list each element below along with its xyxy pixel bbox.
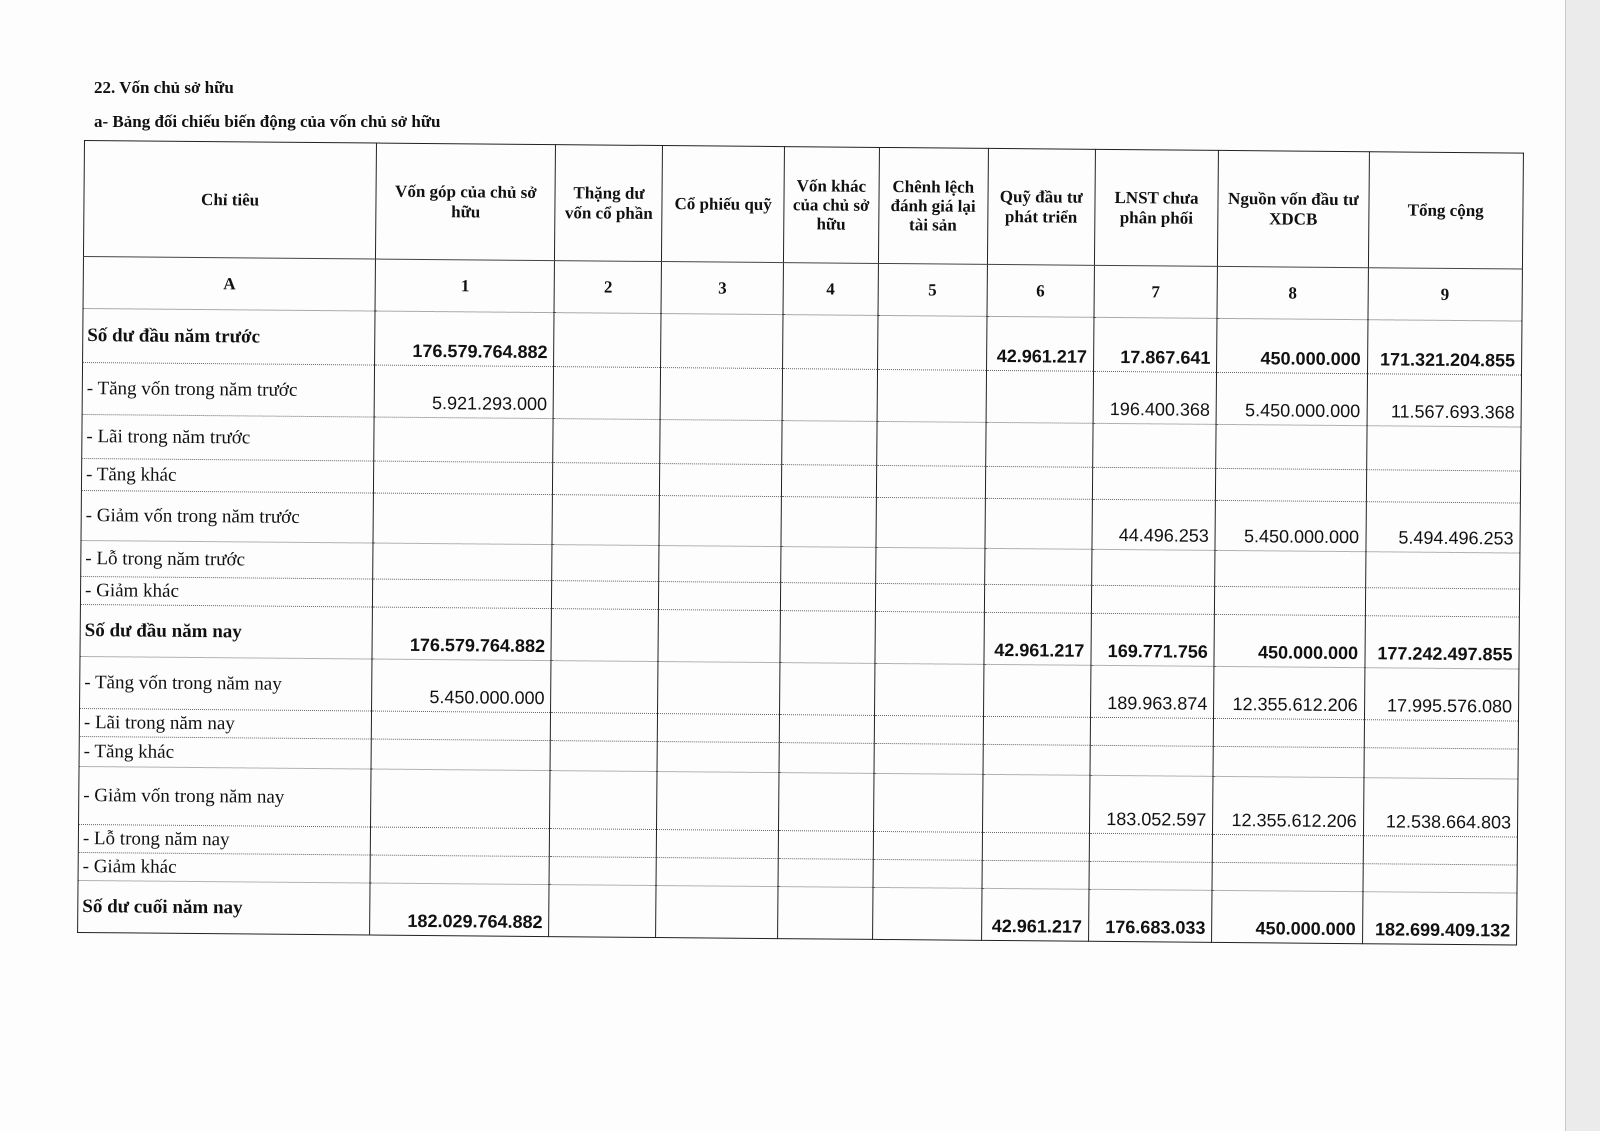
value-cell (553, 463, 660, 496)
value-cell (873, 773, 983, 832)
value-cell: 176.683.033 (1088, 889, 1212, 942)
value-cell (552, 495, 659, 546)
row-label: - Tăng khác (79, 736, 372, 769)
value-cell (1089, 861, 1213, 890)
scan-edge (1565, 0, 1600, 1131)
value-cell: 169.771.756 (1091, 613, 1215, 666)
value-cell: 450.000.000 (1214, 614, 1365, 667)
row-label: Số dư cuối năm nay (78, 880, 371, 935)
value-cell (659, 582, 781, 611)
col-header-thang-du: Thặng dư vốn cổ phần (555, 145, 663, 262)
value-cell (549, 857, 656, 886)
value-cell (1091, 549, 1215, 586)
value-cell: 183.052.597 (1089, 775, 1213, 834)
value-cell: 182.029.764.882 (370, 883, 550, 937)
value-cell (551, 661, 658, 714)
col-header-lnst: LNST chưa phân phối (1094, 149, 1219, 266)
value-cell (875, 583, 984, 612)
value-cell: 196.400.368 (1093, 371, 1217, 424)
value-cell (877, 369, 987, 422)
value-cell (1092, 423, 1216, 468)
index-cell: 7 (1094, 265, 1218, 318)
value-cell: 177.242.497.855 (1364, 616, 1519, 669)
value-cell (982, 832, 1089, 861)
value-cell (986, 370, 1093, 423)
index-cell: A (83, 256, 376, 311)
value-cell (1090, 745, 1214, 776)
value-cell (874, 663, 984, 716)
value-cell (658, 662, 780, 715)
value-cell: 5.921.293.000 (374, 365, 554, 419)
value-cell (371, 769, 551, 829)
value-cell (985, 466, 1092, 499)
value-cell (554, 313, 662, 368)
value-cell (1365, 552, 1520, 589)
value-cell: 5.450.000.000 (372, 659, 552, 713)
value-cell (1091, 585, 1215, 614)
value-cell (781, 547, 876, 584)
value-cell (777, 887, 872, 940)
value-cell (661, 368, 783, 421)
value-cell (875, 611, 985, 664)
value-cell: 189.963.874 (1090, 665, 1214, 718)
value-cell (551, 713, 658, 742)
value-cell (657, 830, 779, 859)
value-cell (1366, 426, 1521, 471)
value-cell (876, 421, 985, 466)
value-cell (779, 715, 874, 744)
subsection-title: a- Bảng đối chiếu biến động của vốn chủ sở hữu (94, 112, 441, 131)
row-label: - Giảm vốn trong năm nay (79, 766, 372, 827)
value-cell (983, 744, 1090, 775)
value-cell (656, 858, 778, 887)
value-cell (982, 860, 1089, 889)
value-cell (657, 772, 779, 831)
value-cell (1216, 468, 1367, 501)
row-label: - Lỗ trong năm nay (78, 824, 371, 855)
value-cell (780, 583, 875, 612)
section-title: 22. Vốn chủ sở hữu (94, 78, 234, 97)
value-cell (872, 887, 982, 940)
value-cell (1213, 834, 1364, 863)
value-cell (1364, 720, 1519, 749)
row-label: - Tăng vốn trong năm trước (82, 362, 375, 417)
value-cell (659, 496, 781, 547)
row-label: - Lỗ trong năm trước (81, 540, 374, 579)
value-cell (983, 664, 1090, 717)
value-cell (1213, 746, 1364, 777)
value-cell: 182.699.409.132 (1362, 892, 1517, 945)
col-header-von-gop: Vốn góp của chủ sở hữu (376, 143, 556, 261)
value-cell (552, 581, 659, 610)
col-header-chenh-lech: Chênh lệch đánh giá lại tài sản (878, 147, 988, 264)
value-cell: 42.961.217 (984, 612, 1091, 665)
value-cell (984, 548, 1091, 585)
index-cell: 5 (878, 263, 988, 316)
value-cell (374, 417, 553, 463)
value-cell (985, 422, 1092, 467)
value-cell: 12.538.664.803 (1363, 778, 1518, 837)
row-label: - Lãi trong năm nay (79, 708, 372, 739)
value-cell (782, 315, 877, 370)
value-cell (781, 497, 876, 548)
value-cell (1214, 718, 1365, 747)
value-cell (984, 584, 1091, 613)
value-cell (1364, 748, 1519, 779)
value-cell (552, 545, 659, 582)
value-cell (782, 369, 877, 422)
value-cell (1363, 836, 1518, 865)
value-cell (874, 743, 983, 774)
value-cell (875, 547, 984, 584)
index-cell: 4 (783, 263, 878, 316)
value-cell: 5.450.000.000 (1216, 372, 1367, 425)
value-cell (1365, 588, 1520, 617)
value-cell (778, 859, 873, 888)
value-cell (373, 579, 552, 609)
table-row (78, 880, 1517, 945)
value-cell (374, 461, 553, 495)
col-header-von-khac: Vốn khác của chủ sở hữu (783, 147, 879, 264)
value-cell (549, 885, 656, 938)
value-cell (551, 609, 658, 662)
value-cell (877, 315, 987, 370)
index-cell: 6 (987, 264, 1094, 317)
row-label: Số dư đầu năm trước (83, 308, 376, 365)
value-cell: 17.995.576.080 (1364, 668, 1519, 721)
value-cell (550, 771, 658, 830)
value-cell (554, 367, 661, 420)
value-cell (985, 498, 1092, 549)
index-cell: 3 (661, 262, 783, 315)
index-cell: 1 (375, 259, 555, 313)
value-cell (778, 773, 873, 832)
value-cell (656, 886, 778, 939)
col-header-co-phieu-quy: Cổ phiếu quỹ (662, 146, 784, 263)
value-cell (876, 497, 986, 548)
value-cell (657, 742, 779, 773)
value-cell: 42.961.217 (986, 316, 1094, 371)
col-header-tong-cong: Tổng cộng (1368, 152, 1523, 269)
row-label: - Giảm khác (78, 852, 371, 883)
value-cell: 176.579.764.882 (375, 311, 555, 367)
value-cell: 42.961.217 (981, 888, 1088, 941)
value-cell: 176.579.764.882 (372, 607, 552, 661)
value-cell: 44.496.253 (1092, 499, 1216, 550)
value-cell (982, 774, 1090, 833)
col-header-quy-dau-tu: Quỹ đầu tư phát triển (987, 148, 1095, 265)
value-cell (1215, 586, 1366, 615)
value-cell (873, 859, 982, 888)
value-cell (550, 829, 657, 858)
value-cell (553, 419, 660, 464)
value-cell (658, 714, 780, 743)
value-cell: 171.321.204.855 (1367, 320, 1522, 375)
value-cell: 450.000.000 (1212, 890, 1363, 943)
row-label: - Tăng khác (81, 458, 374, 493)
value-cell: 450.000.000 (1217, 318, 1368, 373)
row-label: - Giảm khác (80, 576, 373, 607)
equity-reconciliation-table (77, 140, 1524, 946)
value-cell: 11.567.693.368 (1367, 374, 1522, 427)
value-cell (372, 711, 551, 741)
value-cell (778, 831, 873, 860)
value-cell (779, 743, 874, 774)
value-cell (780, 611, 875, 664)
value-cell (1216, 424, 1367, 469)
value-cell: 5.494.496.253 (1366, 502, 1521, 553)
value-cell (373, 493, 553, 545)
value-cell: 17.867.641 (1093, 317, 1217, 372)
value-cell: 12.355.612.206 (1214, 666, 1365, 719)
index-cell: 8 (1217, 266, 1368, 319)
row-label: - Tăng vốn trong năm nay (80, 656, 373, 711)
value-cell (782, 421, 877, 466)
value-cell (1366, 470, 1521, 503)
value-cell (659, 546, 781, 583)
value-cell (1212, 862, 1363, 891)
value-cell (1092, 467, 1216, 500)
value-cell (371, 739, 550, 771)
value-cell (876, 465, 985, 498)
index-cell: 2 (554, 261, 661, 314)
value-cell (1089, 833, 1213, 862)
value-cell (779, 663, 874, 716)
value-cell (874, 715, 983, 744)
row-label: Số dư đầu năm nay (80, 604, 373, 659)
value-cell (660, 420, 782, 465)
row-label: - Lãi trong năm trước (82, 414, 375, 461)
col-header-chi-tieu: Chỉ tiêu (83, 141, 376, 260)
value-cell (781, 465, 876, 498)
value-cell (660, 464, 782, 497)
value-cell (661, 314, 783, 369)
value-cell (873, 831, 982, 860)
index-cell: 9 (1368, 268, 1523, 321)
value-cell (370, 855, 549, 885)
value-cell (983, 716, 1090, 745)
value-cell (550, 741, 657, 772)
value-cell: 5.450.000.000 (1215, 500, 1366, 551)
value-cell (1090, 717, 1214, 746)
row-label: - Giảm vốn trong năm trước (81, 490, 374, 543)
header-row (83, 141, 1523, 270)
col-header-nguon-von: Nguồn vốn đầu tư XDCB (1218, 150, 1369, 267)
value-cell: 12.355.612.206 (1213, 776, 1364, 835)
value-cell (1363, 864, 1518, 893)
value-cell (373, 543, 552, 581)
value-cell (1215, 550, 1366, 587)
value-cell (371, 827, 550, 857)
value-cell (658, 610, 780, 663)
